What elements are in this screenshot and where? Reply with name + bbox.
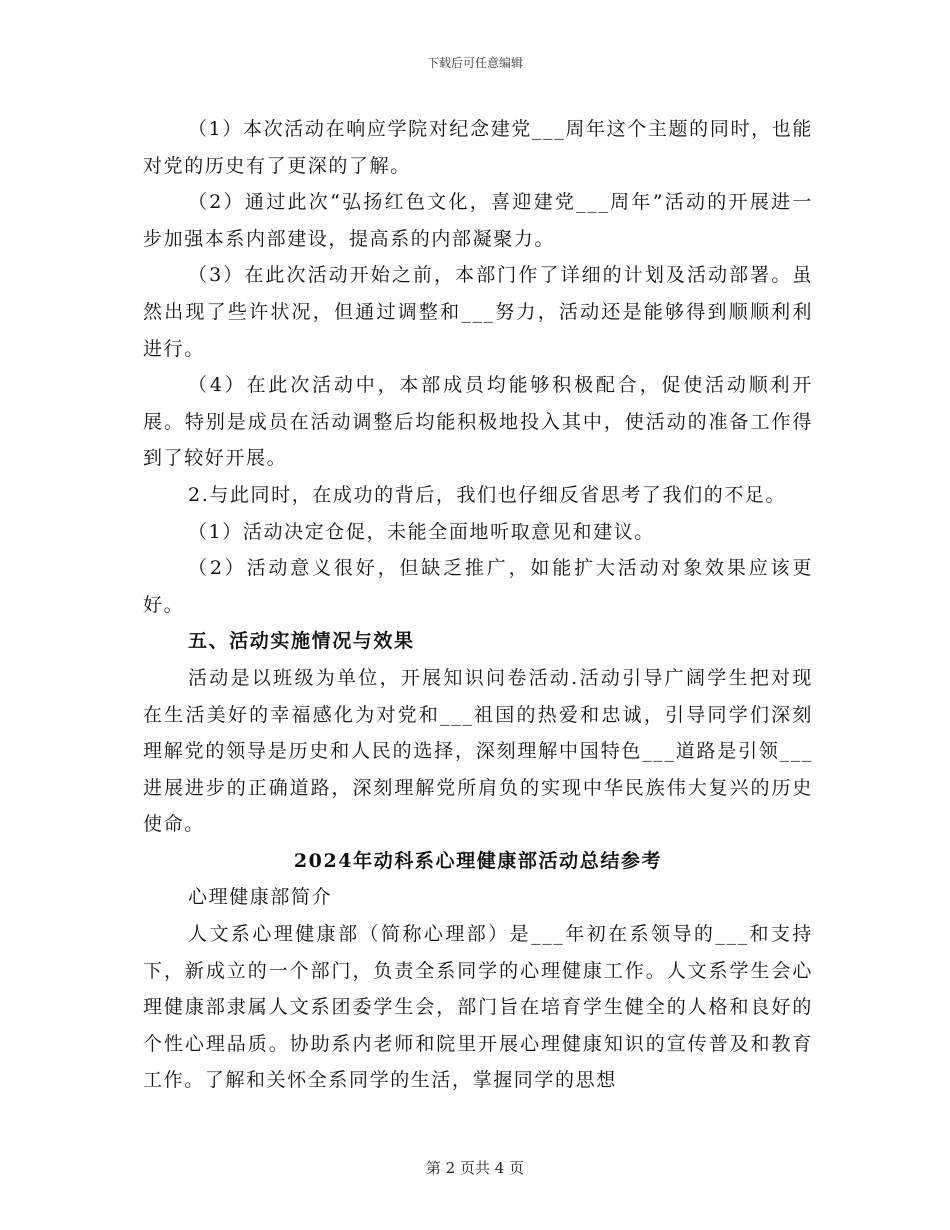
paragraph-item-2: （2）通过此次“弘扬红色文化，喜迎建党___周年”活动的开展进一步加强本系内部建设，提高系的内部凝聚力。 bbox=[143, 191, 813, 250]
page-number: 第 2 页共 4 页 bbox=[425, 1159, 525, 1177]
paragraph-item-3: （3）在此次活动开始之前，本部门作了详细的计划及活动部署。虽然出现了些许状况，但通过调整和___努力，活动还是能够得到顺顺利利进行。 bbox=[143, 264, 813, 360]
document-title: 2024年动科系心理健康部活动总结参考 bbox=[293, 849, 663, 872]
paragraph-shortcoming-2: （2）活动意义很好，但缺乏推广，如能扩大活动对象效果应该更好。 bbox=[143, 557, 813, 616]
paragraph-activity-effect: 活动是以班级为单位，开展知识问卷活动.活动引导广阔学生把对现在生活美好的幸福感化为对党和___祖国的热爱和忠诚，引导同学们深刻理解党的领导是历史和人民的选择，深刻理解中国特色___道路是引领___进展进步的正确道路，深刻理解党所肩负的实现中华民族伟大复兴的历史使命。 bbox=[143, 666, 813, 836]
paragraph-intro-label: 心理健康部简介 bbox=[188, 886, 333, 909]
paragraph-shortcomings: 2.与此同时，在成功的背后，我们也仔细反省思考了我们的不足。 bbox=[188, 483, 787, 506]
page-header: 下载后可任意编辑 bbox=[426, 56, 523, 70]
document-body bbox=[143, 111, 813, 1099]
paragraph-item-1: （1）本次活动在响应学院对纪念建党___周年这个主题的同时，也能对党的历史有了更深的了解。 bbox=[143, 118, 813, 177]
paragraph-shortcoming-1: （1）活动决定仓促，未能全面地听取意见和建议。 bbox=[188, 520, 655, 543]
paragraph-item-4: （4）在此次活动中，本部成员均能够积极配合，促使活动顺利开展。特别是成员在活动调整后均能积极地投入其中，使活动的准备工作得到了较好开展。 bbox=[143, 374, 813, 470]
section-heading: 五、活动实施情况与效果 bbox=[188, 630, 415, 653]
paragraph-department-intro: 人文系心理健康部（简称心理部）是___年初在系领导的___和支持下，新成立的一个部门，负责全系同学的心理健康工作。人文系学生会心理健康部隶属人文系团委学生会，部门旨在培育学生健全的人格和良好的个性心理品质。协助系内老师和院里开展心理健康知识的宣传普及和教育工作。了解和关怀全系同学的生活，掌握同学的思想 bbox=[143, 923, 813, 1092]
